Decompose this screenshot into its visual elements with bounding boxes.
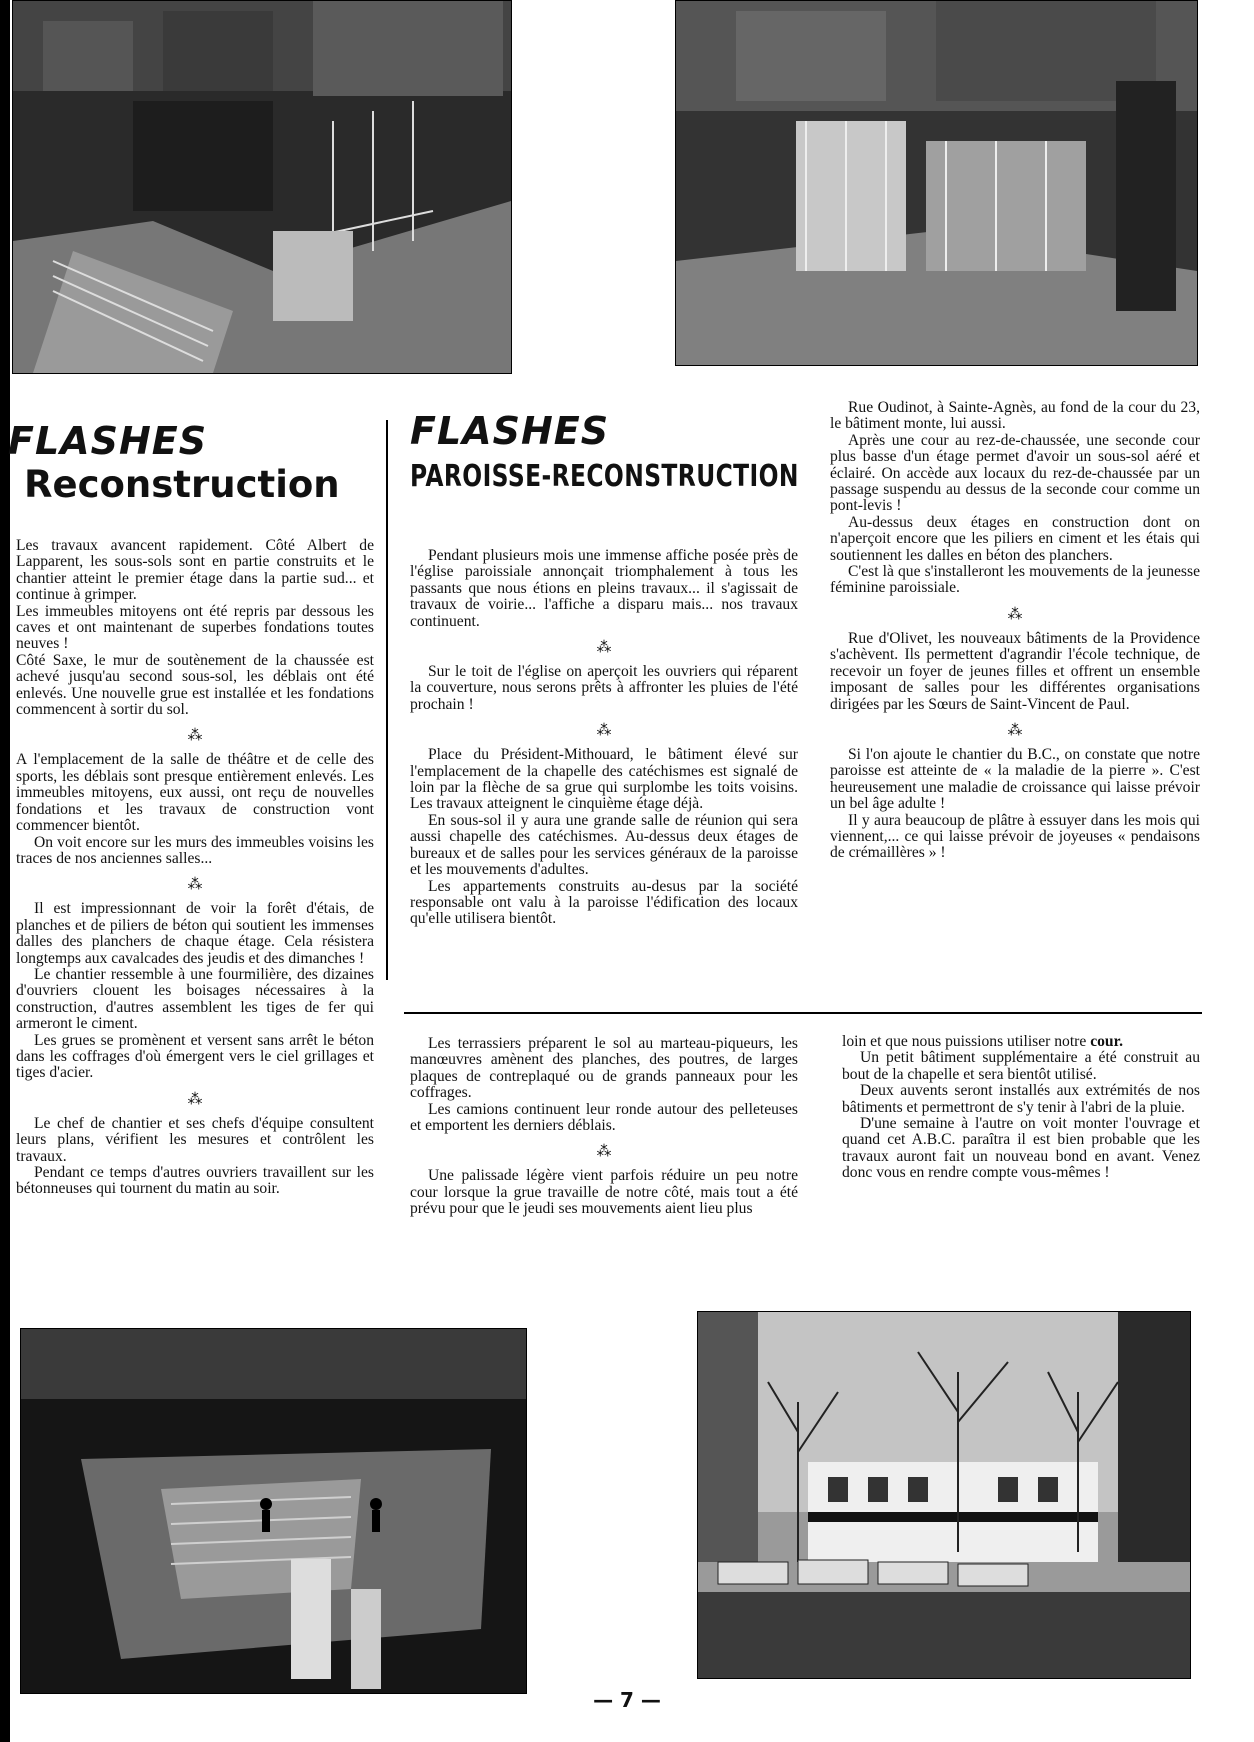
finished-building-street-photo-bottom-right xyxy=(697,1311,1191,1679)
section-divider xyxy=(404,1012,1202,1014)
construction-site-photo-top-right xyxy=(675,0,1198,366)
right-article-lower-column-3 xyxy=(842,1034,1200,1182)
right-article-kicker: FLASHES xyxy=(410,409,610,453)
right-article-column-3 xyxy=(830,400,1200,862)
paragraph: Place du Président-Mithouard, le bâtiment élevé sur l'emplacement de la chapelle des catéchismes est signalé de loin par la flèche de sa grue qui surplombe les toits voisins. Les travaux atteignent le cinquième étage déjà. xyxy=(410,746,798,813)
continued-text: loin et que nous puissions utiliser notre xyxy=(842,1033,1087,1050)
paragraph: Pendant ce temps d'autres ouvriers travaillent sur les bétonneuses qui tournent du matin au soir. xyxy=(16,1164,374,1198)
page-number: — 7 — xyxy=(593,1688,661,1712)
paragraph: On voit encore sur les murs des immeubles voisins les traces de nos anciennes salles... xyxy=(16,833,374,867)
construction-workers-photo-bottom-left xyxy=(20,1328,527,1694)
right-article-title: PAROISSE-RECONSTRUCTION xyxy=(410,459,799,494)
left-article-kicker: FLASHES xyxy=(8,419,208,463)
asterism-separator: ⁂ xyxy=(596,721,612,740)
scan-edge-bar xyxy=(0,0,10,1742)
asterism-separator: ⁂ xyxy=(596,638,612,657)
paragraph: Rue d'Olivet, les nouveaux bâtiments de la Providence s'achèvent. Ils permettent d'agrandir l'école technique, de recevoir un foyer de jeunes filles et offrent un ensemble imposant de salles pour les différentes organisations dirigées par les Sœurs de Saint-Vincent de Paul. xyxy=(830,629,1200,713)
paragraph: Rue Oudinot, à Sainte-Agnès, au fond de la cour du 23, le bâtiment monte, lui aussi. xyxy=(830,399,1200,433)
asterism-separator: ⁂ xyxy=(187,875,203,894)
asterism-separator: ⁂ xyxy=(1007,720,1023,739)
paragraph: Les terrassiers préparent le sol au marteau-piqueurs, les manœuvres amènent des planches, des poutres, de larges plaques de contreplaqué ou de grands panneaux pour les coffrages. xyxy=(410,1035,798,1102)
paragraph: Côté Saxe, le mur de soutènement de la chaussée est achevé jusqu'au second sous-sol, les déblais ont été enlevés. Une nouvelle grue est installée et les fondations commencent à sortir du sol. xyxy=(16,651,374,719)
paragraph: Si l'on ajoute le chantier du B.C., on constate que notre paroisse est atteinte de « la maladie de la pierre ». C'est heureusement une maladie de croissance qui laisse prévoir un bel âge adulte ! xyxy=(830,745,1200,813)
column-divider xyxy=(386,420,388,980)
paragraph: Les camions continuent leur ronde autour des pelleteuses et emportent les derniers déblais. xyxy=(410,1100,798,1135)
asterism-separator: ⁂ xyxy=(596,1142,612,1161)
paragraph: Le chef de chantier et ses chefs d'équipe consultent leurs plans, vérifient les mesures et contrôlent les travaux. xyxy=(16,1114,374,1165)
continued-text-bold: cour. xyxy=(1090,1033,1123,1050)
paragraph: Les immeubles mitoyens ont été repris par dessous les caves et ont maintenant de superbes fondations toutes neuves ! xyxy=(16,602,374,653)
paragraph: En sous-sol il y aura une grande salle de réunion qui sera aussi chapelle des catéchismes. Au-dessus deux étages de bureaux et de salles pour les services généraux de la paroisse et les mouvements d'adultes. xyxy=(410,811,798,879)
paragraph: Il y aura beaucoup de plâtre à essuyer dans les mois qui viennent,... ce qui laisse prévoir de joyeuses « pendaisons de crémaillères » ! xyxy=(830,811,1200,862)
paragraph: Deux auvents seront installés aux extrémités de nos bâtiments et permettront de s'y tenir à l'abri de la pluie. xyxy=(842,1082,1200,1116)
paragraph: Les appartements construits au-desus par la société responsable ont valu à la paroisse l'édification des locaux qu'elle utilisera bientôt. xyxy=(410,877,798,928)
paragraph: Sur le toit de l'église on aperçoit les ouvriers qui réparent la couverture, nous serons prêts à affronter les pluies de l'été prochain ! xyxy=(410,663,798,713)
paragraph: Pendant plusieurs mois une immense affiche posée près de l'église paroissiale annonçait triomphalement à tous les passants que nous étions en pleins travaux... il s'agissait de travaux de voirie... l'affiche a disparu mais... nos travaux continuent. xyxy=(410,547,798,630)
paragraph: Les grues se promènent et versent sans arrêt le béton dans les coffrages d'où émergent vers le ciel grillages et tiges d'acier. xyxy=(16,1031,374,1082)
paragraph: A l'emplacement de la salle de théâtre et de celle des sports, les déblais sont presque entièrement enlevés. Les immeubles mitoyens, eux aussi, ont reçu de nouvelles fondations et les travaux de construction vont commencer bientôt. xyxy=(16,751,374,835)
asterism-separator: ⁂ xyxy=(187,726,203,745)
paragraph: Une palissade légère vient parfois réduire un peu notre cour lorsque la grue travaille de notre côté, mais tout a été prévu pour que le jeudi ses mouvements aient lieu plus xyxy=(410,1167,798,1218)
asterism-separator: ⁂ xyxy=(187,1089,203,1108)
paragraph: Au-dessus deux étages en construction dont on n'aperçoit encore que les piliers en ciment et les étais qui soutiennent les dalles en béton des planchers. xyxy=(830,513,1200,564)
paragraph: Les travaux avancent rapidement. Côté Albert de Lapparent, les sous-sols sont en partie construits et le chantier atteint le premier étage dans la partie sud... et continue à grimper. xyxy=(16,537,374,604)
paragraph: Un petit bâtiment supplémentaire a été construit au bout de la chapelle et sera bientôt utilisé. xyxy=(842,1049,1200,1083)
paragraph: Après une cour au rez-de-chaussée, une seconde cour plus basse d'un étage permet d'avoir un sous-sol aéré et éclairé. On accède aux locaux du rez-de-chaussée par un passage suspendu au dessus de la seconde cour comme un pont-levis ! xyxy=(830,431,1200,515)
construction-site-photo-top-left xyxy=(12,0,512,374)
left-article-title: Reconstruction xyxy=(24,463,340,506)
right-article-column-2 xyxy=(410,548,798,928)
paragraph: D'une semaine à l'autre on voit monter l'ouvrage et quand cet A.B.C. paraîtra il est bien probable que les travaux auront fait un nouveau bond en avant. Venez donc vous en rendre compte vous-mêmes ! xyxy=(842,1115,1200,1182)
paragraph: C'est là que s'installeront les mouvements de la jeunesse féminine paroissiale. xyxy=(830,563,1200,597)
paragraph xyxy=(842,1034,1200,1050)
right-article-lower-column-2 xyxy=(410,1036,798,1218)
asterism-separator: ⁂ xyxy=(1007,604,1023,623)
left-article-body xyxy=(16,538,374,1198)
paragraph: Il est impressionnant de voir la forêt d'étais, de planches et de piliers de béton qui soutient les immenses dalles des planchers de chaque étage. Cela résistera longtemps aux cavalcades des jeudis et des dimanches ! xyxy=(16,900,374,967)
paragraph: Le chantier ressemble à une fourmilière, des dizaines d'ouvriers clouent les boisages nécessaires à la construction, d'autres assemblent les tiges de fer qui armeront le ciment. xyxy=(16,965,374,1033)
